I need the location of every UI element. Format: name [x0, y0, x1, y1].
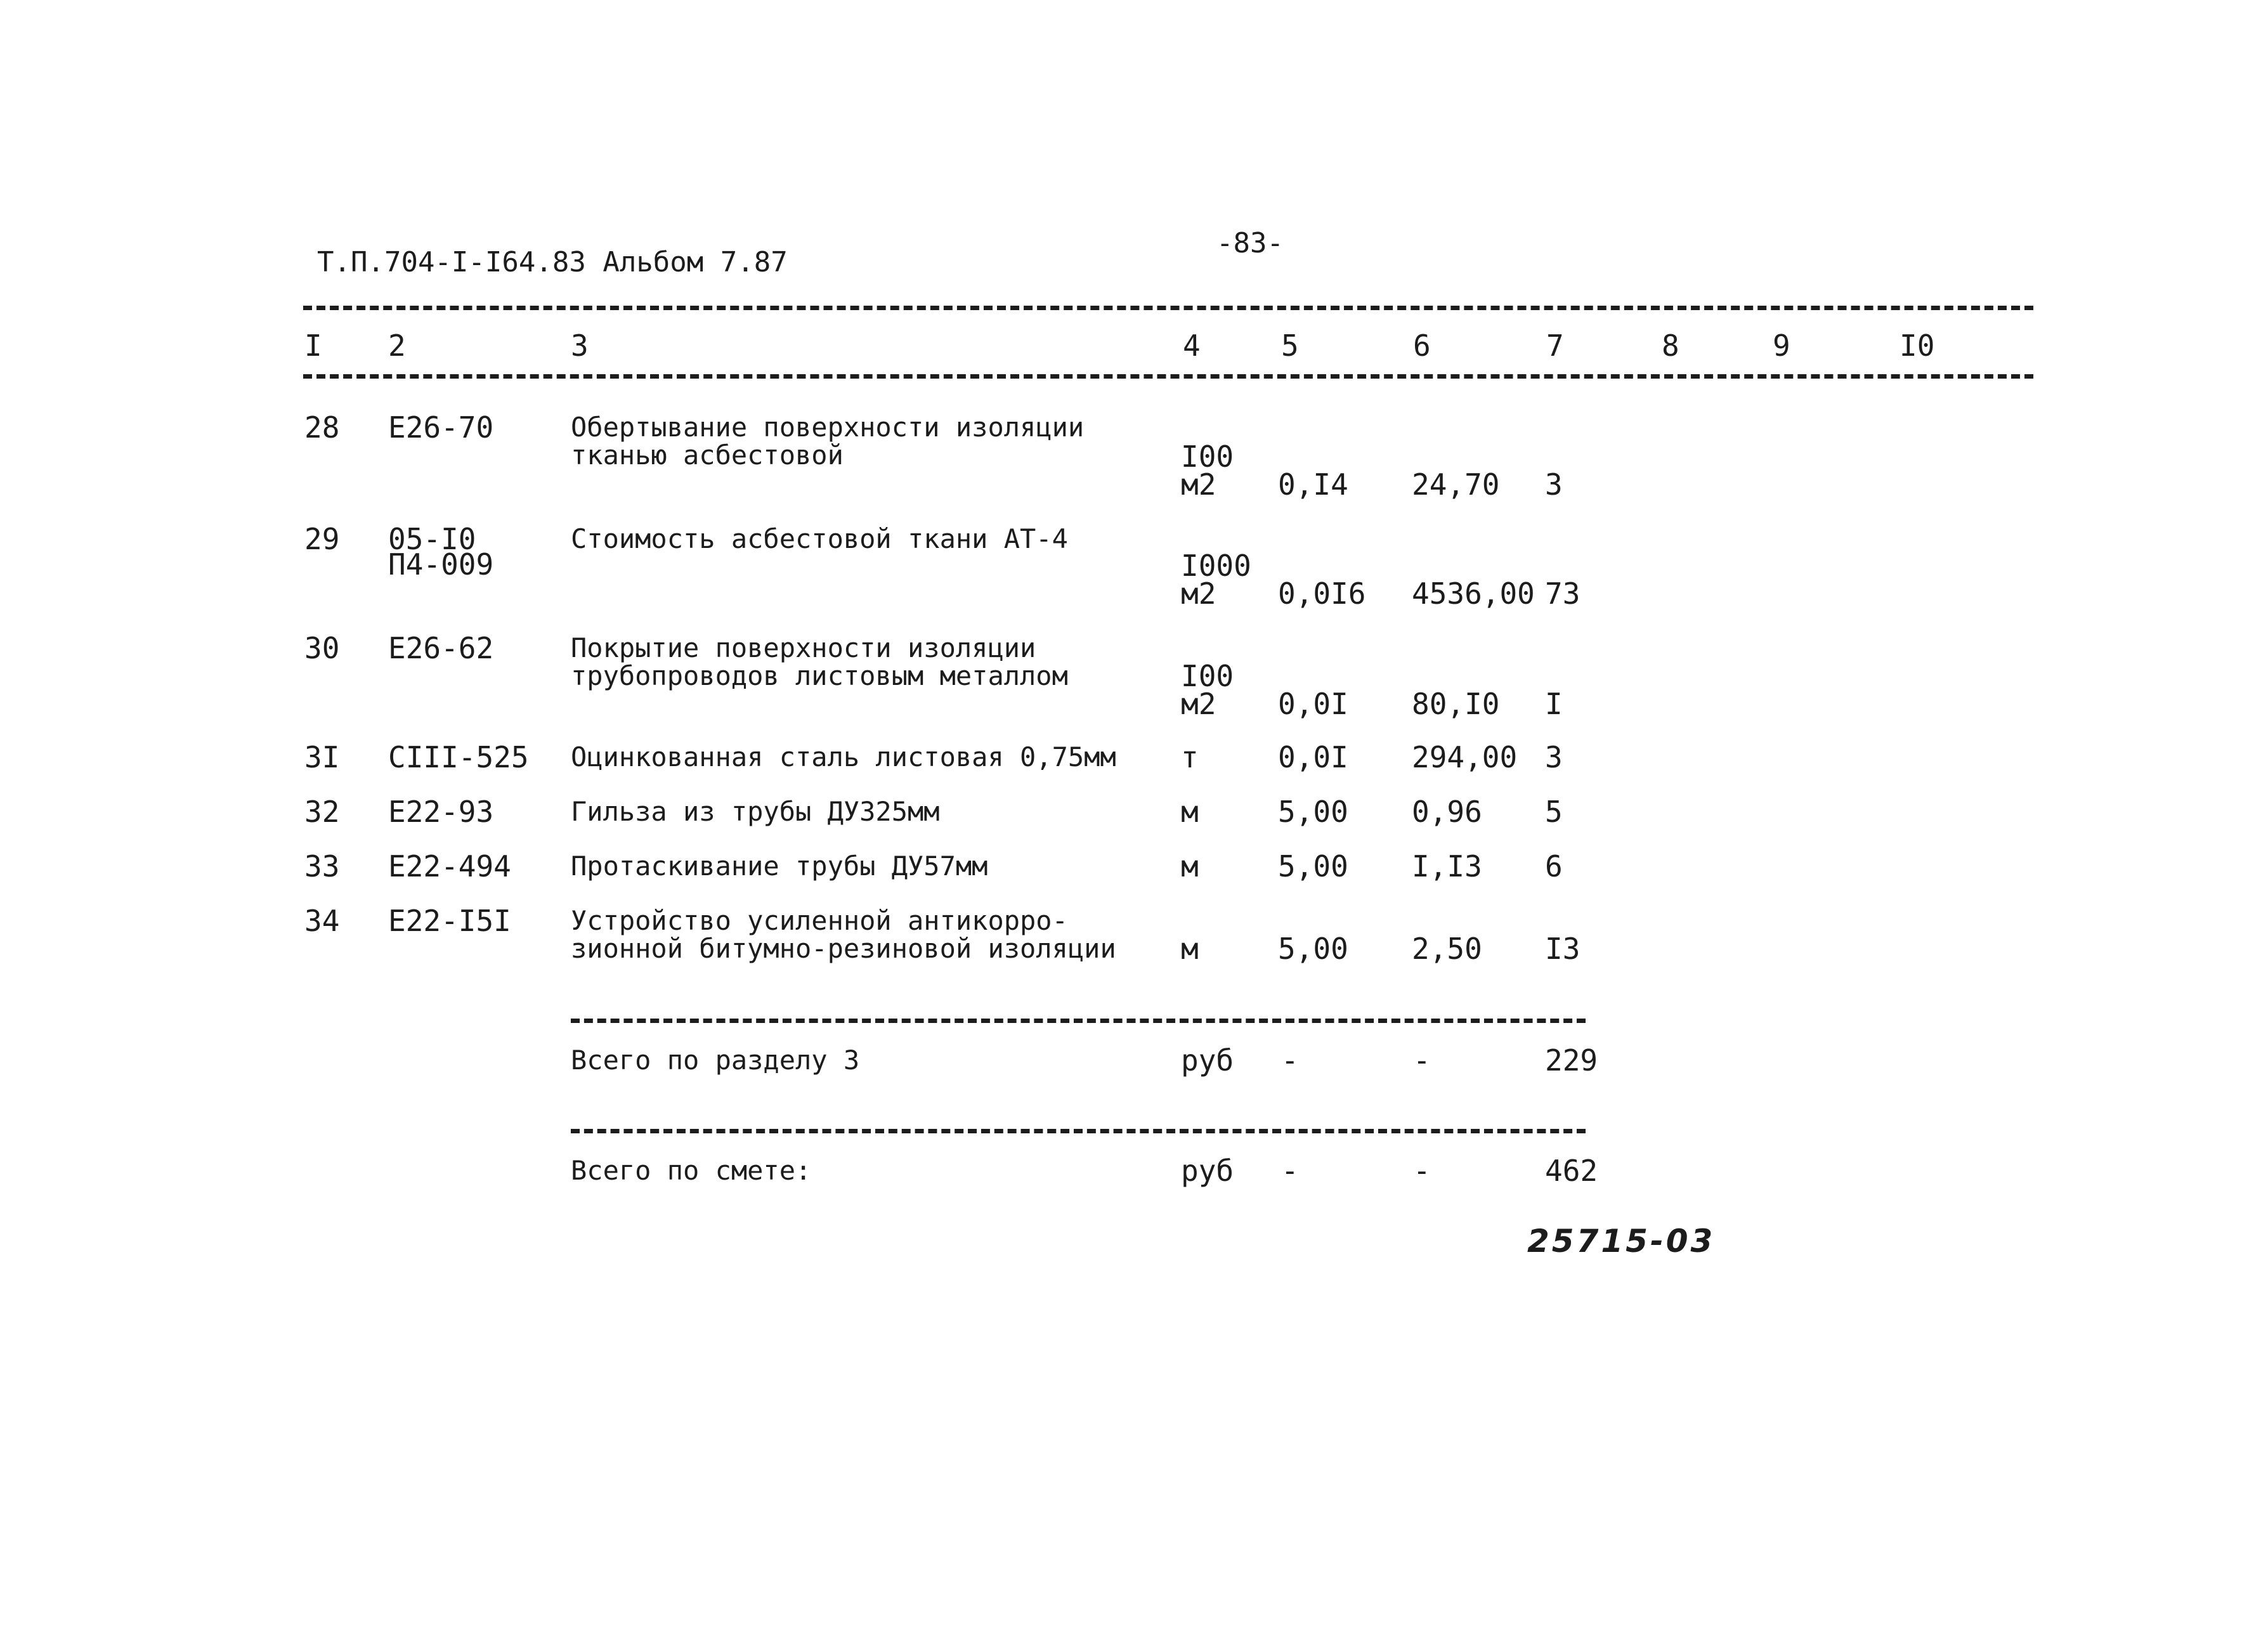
row-31-quantity: 0,0I	[1278, 740, 1348, 774]
estimate-total-quantity: -	[1281, 1154, 1299, 1188]
row-31-unit: т	[1181, 740, 1199, 774]
row-30-description-line-2: трубопроводов листовым металлом	[571, 660, 1068, 691]
row-34-description-line-2: зионной битумно-резиновой изоляции	[571, 933, 1116, 964]
estimate-total-unit: руб	[1181, 1154, 1234, 1188]
row-34-price: 2,50	[1412, 932, 1482, 966]
row-29-number: 29	[304, 522, 340, 556]
row-32-total: 5	[1545, 795, 1563, 829]
row-33-number: 33	[304, 849, 340, 883]
row-28-unit-line-1: I00	[1181, 440, 1234, 474]
row-33-description-line-1: Протаскивание трубы ДУ57мм	[571, 850, 988, 882]
row-31-number: 3I	[304, 740, 340, 774]
document-reference: Т.П.704-I-I64.83 Альбом 7.87	[317, 246, 788, 278]
row-32-code: E22-93	[388, 795, 494, 829]
column-header-6: 6	[1413, 329, 1431, 363]
estimate-total-price: -	[1413, 1154, 1431, 1188]
row-29-quantity: 0,0I6	[1278, 576, 1366, 611]
page-number: -83-	[1216, 227, 1284, 259]
row-30-description-line-1: Покрытие поверхности изоляции	[571, 632, 1036, 663]
row-34-number: 34	[304, 904, 340, 938]
column-header-1: I	[304, 329, 322, 363]
row-28-number: 28	[304, 410, 340, 445]
row-28-quantity: 0,I4	[1278, 467, 1348, 502]
column-header-9: 9	[1773, 329, 1790, 363]
section-total-sum: 229	[1545, 1043, 1598, 1078]
row-28-price: 24,70	[1412, 467, 1500, 502]
row-32-number: 32	[304, 795, 340, 829]
row-34-total: I3	[1545, 932, 1580, 966]
estimate-total-separator	[571, 1129, 1586, 1133]
row-30-code: E26-62	[388, 631, 494, 665]
row-30-unit-line-2: м2	[1181, 687, 1216, 721]
section-total-unit: руб	[1181, 1043, 1234, 1078]
section-total-price: -	[1413, 1043, 1431, 1078]
row-28-total: 3	[1545, 467, 1563, 502]
section-total-separator	[571, 1019, 1586, 1023]
column-header-2: 2	[388, 329, 406, 363]
row-30-total: I	[1545, 687, 1563, 721]
section-total-quantity: -	[1281, 1043, 1299, 1078]
row-28-description-line-1: Обертывание поверхности изоляции	[571, 412, 1085, 443]
row-30-price: 80,I0	[1412, 687, 1500, 721]
row-33-price: I,I3	[1412, 849, 1482, 883]
row-28-description-line-2: тканью асбестовой	[571, 440, 844, 471]
row-29-code-line-1: 05-I0	[388, 522, 476, 556]
section-total-label: Всего по разделу 3	[571, 1045, 860, 1076]
row-34-description-line-1: Устройство усиленной антикорро-	[571, 905, 1068, 936]
row-31-description-line-1: Оцинкованная сталь листовая 0,75мм	[571, 741, 1116, 772]
row-32-price: 0,96	[1412, 795, 1482, 829]
row-32-description-line-1: Гильза из трубы ДУ325мм	[571, 796, 940, 827]
header-top-separator	[303, 306, 2033, 310]
column-header-4: 4	[1183, 329, 1201, 363]
column-header-8: 8	[1662, 329, 1679, 363]
row-32-quantity: 5,00	[1278, 795, 1348, 829]
column-header-10: I0	[1900, 329, 1935, 363]
row-31-total: 3	[1545, 740, 1563, 774]
row-29-unit-line-1: I000	[1181, 549, 1251, 583]
row-28-code: E26-70	[388, 410, 494, 445]
row-33-unit: м	[1181, 849, 1199, 883]
row-30-quantity: 0,0I	[1278, 687, 1348, 721]
row-28-unit-line-2: м2	[1181, 467, 1216, 502]
estimate-total-label: Всего по смете:	[571, 1155, 812, 1186]
row-31-price: 294,00	[1412, 740, 1518, 774]
row-34-quantity: 5,00	[1278, 932, 1348, 966]
row-32-unit: м	[1181, 795, 1199, 829]
row-34-unit: м	[1181, 932, 1199, 966]
column-header-7: 7	[1546, 329, 1564, 363]
row-29-total: 73	[1545, 576, 1580, 611]
estimate-total-sum: 462	[1545, 1154, 1598, 1188]
handwritten-archive-number: 25715-03	[1527, 1223, 1716, 1260]
header-bottom-separator	[303, 374, 2033, 379]
row-29-code-line-2: П4-009	[388, 547, 494, 582]
row-29-description-line-1: Стоимость асбестовой ткани АТ-4	[571, 523, 1068, 554]
row-33-quantity: 5,00	[1278, 849, 1348, 883]
column-header-5: 5	[1281, 329, 1299, 363]
row-29-unit-line-2: м2	[1181, 576, 1216, 611]
row-34-code: E22-I5I	[388, 904, 511, 938]
column-header-3: 3	[571, 329, 589, 363]
row-30-number: 30	[304, 631, 340, 665]
row-30-unit-line-1: I00	[1181, 659, 1234, 693]
row-29-price: 4536,00	[1412, 576, 1535, 611]
row-31-code: CIII-525	[388, 740, 529, 774]
row-33-total: 6	[1545, 849, 1563, 883]
row-33-code: E22-494	[388, 849, 511, 883]
